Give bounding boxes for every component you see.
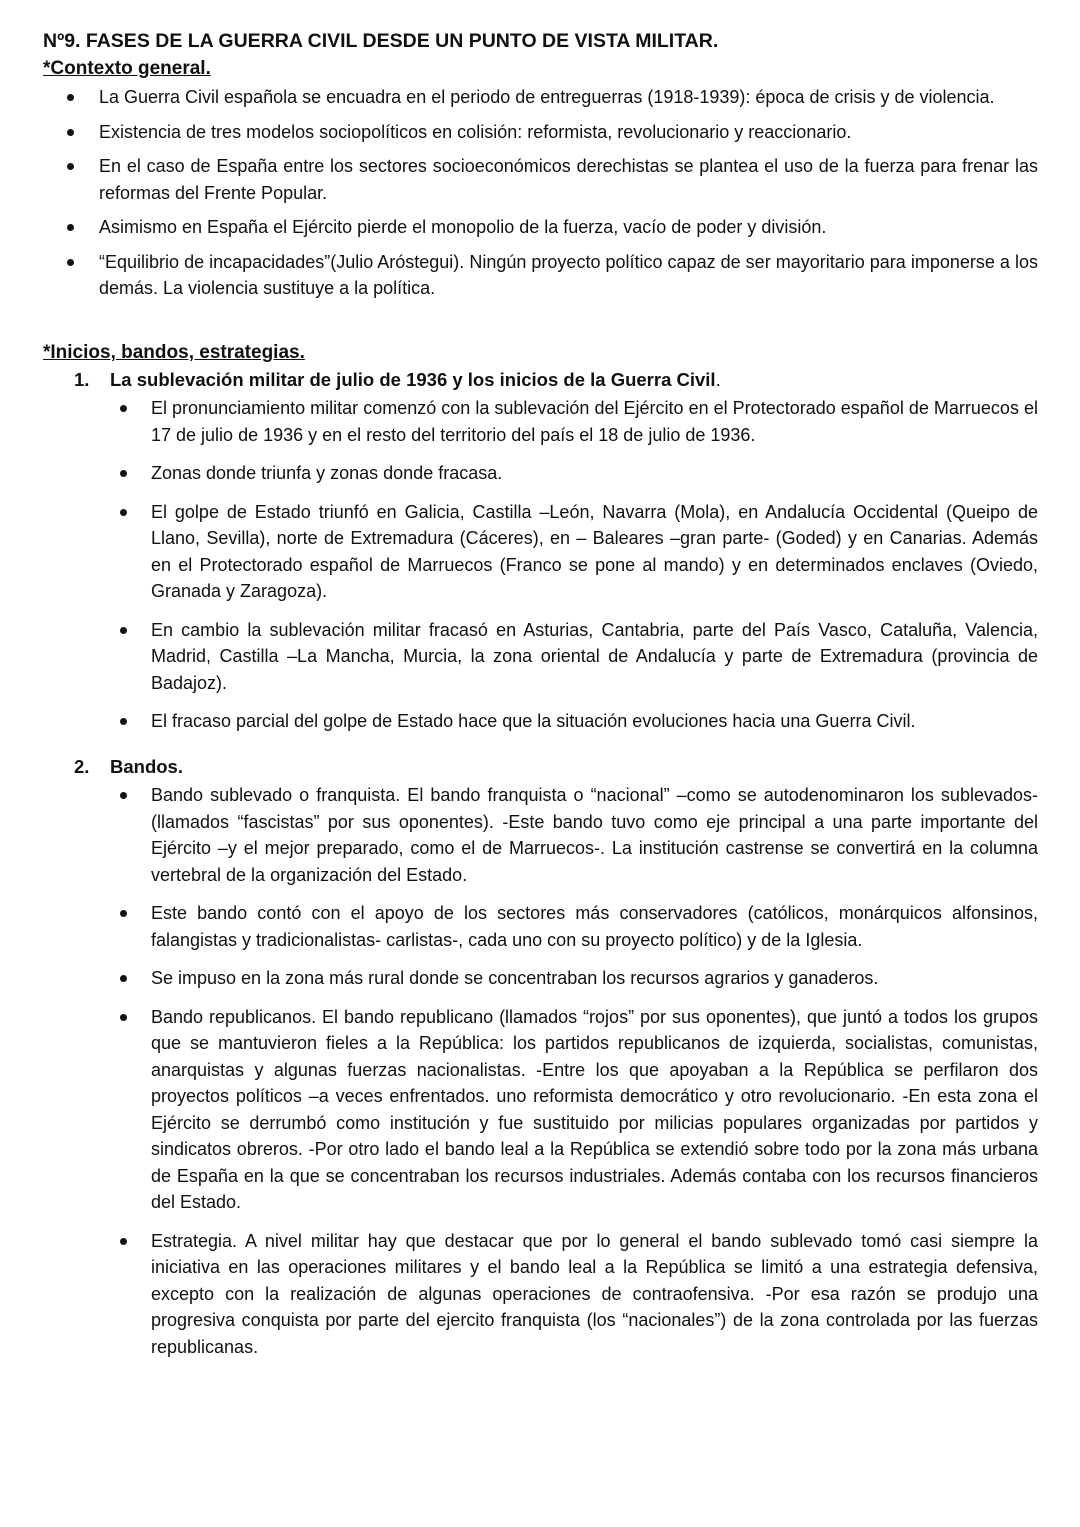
- list-item: [60, 153, 1038, 206]
- list-item: [112, 900, 1038, 953]
- bullet-icon: [120, 509, 127, 516]
- list-item-text: El pronunciamiento militar comenzó con la sublevación del Ejército en el Protectorado español de Marruecos el 17 de julio de 1936 y en el resto del territorio del país el 18 de julio de 1936.: [151, 398, 1038, 445]
- list-item-text: Asimismo en España el Ejército pierde el monopolio de la fuerza, vacío de poder y división.: [99, 217, 827, 237]
- bullet-icon: [120, 405, 127, 412]
- list-item: [112, 395, 1038, 448]
- bullet-icon: [120, 910, 127, 917]
- bullet-icon: [120, 718, 127, 725]
- inicios-heading: *Inicios, bandos, estrategias.: [43, 342, 305, 363]
- context-heading: *Contexto general.: [43, 58, 211, 79]
- list-item-text: Zonas donde triunfa y zonas donde fracasa.: [151, 463, 503, 483]
- list-item-text: Estrategia. A nivel militar hay que destacar que por lo general el bando sublevado tomó casi siempre la iniciativa en las operaciones militares y el bando leal a la República se limitó a una estrategia defensiva, excepto con la realización de algunas operaciones de contraofensiva. -Por esa razón se produjo una progresiva conquista por parte del ejercito franquista (los “nacionales”) de la zona controlada por las fuerzas republicanas.: [151, 1230, 1038, 1357]
- list-item: [112, 965, 1038, 992]
- bullet-icon: [120, 792, 127, 799]
- bullet-icon: [67, 259, 74, 266]
- bullet-icon: [120, 627, 127, 634]
- bullet-icon: [67, 94, 74, 101]
- bullet-icon: [67, 224, 74, 231]
- list-item-text: La Guerra Civil española se encuadra en el periodo de entreguerras (1918-1939): época de crisis y de violencia.: [99, 87, 995, 107]
- bullet-icon: [67, 163, 74, 170]
- list-item: [112, 782, 1038, 888]
- section-1-heading: [74, 369, 721, 391]
- list-item-text: Bando republicanos. El bando republicano (llamados “rojos” por sus oponentes), que juntó a todos los grupos que se mantuvieron fieles a la República: los partidos republicanos de izquierda, socialistas, comunistas, anarquistas y algunas fuerzas nacionalistas. -Entre los que apoyaban a la República se perfilaron dos proyectos políticos –a veces enfrentados. uno reformista democrático y otro revolucionario. -En esta zona el Ejército se derrumbó como institución y fue sustituido por milicias populares organizadas por partidos y sindicatos obreros. -Por otro lado el bando leal a la República se extendió sobre todo por la zona más urbana de España en la que se concentraban los recursos industriales. Además contaba con los recursos financieros del Estado.: [151, 1006, 1038, 1212]
- context-list: [60, 84, 1038, 302]
- bullet-icon: [120, 975, 127, 982]
- list-item: [112, 1228, 1038, 1361]
- bullet-icon: [120, 1238, 127, 1245]
- document-title: Nº9. FASES DE LA GUERRA CIVIL DESDE UN PUNTO DE VISTA MILITAR.: [43, 30, 719, 52]
- bullet-icon: [120, 470, 127, 477]
- bullet-icon: [120, 1014, 127, 1021]
- section-title: Bandos.: [110, 756, 183, 777]
- list-item-text: El fracaso parcial del golpe de Estado hace que la situación evoluciones hacia una Guerra Civil.: [151, 711, 916, 731]
- list-item: [112, 617, 1038, 697]
- section-2-heading: [74, 756, 183, 778]
- list-item: [60, 119, 1038, 146]
- section-1-list: [112, 395, 1038, 735]
- list-item: [60, 84, 1038, 111]
- list-item-text: En el caso de España entre los sectores socioeconómicos derechistas se plantea el uso de la fuerza para frenar las reformas del Frente Popular.: [99, 156, 1038, 203]
- list-item: [112, 708, 1038, 735]
- list-item-text: Existencia de tres modelos sociopolíticos en colisión: reformista, revolucionario y reaccionario.: [99, 121, 852, 142]
- list-item: [112, 460, 1038, 487]
- list-item-text: Este bando contó con el apoyo de los sectores más conservadores (católicos, monárquicos alfonsinos, falangistas y tradicionalistas- carlistas-, cada uno con su proyecto político) y de la Iglesia.: [151, 903, 1038, 950]
- list-item: [112, 499, 1038, 605]
- section-title-end: .: [715, 369, 721, 390]
- list-item: [60, 214, 1038, 241]
- section-number: 2.: [74, 756, 90, 777]
- list-item-text: Bando sublevado o franquista. El bando franquista o “nacional” –como se autodenominaron los sublevados- (llamados “fascistas” por sus oponentes). -Este bando tuvo como eje principal a una parte importante del Ejército –y el mejor preparado, como el de Marruecos-. La institución castrense se convertirá en la columna vertebral de la organización del Estado.: [151, 785, 1038, 885]
- list-item-text: Se impuso en la zona más rural donde se concentraban los recursos agrarios y ganaderos.: [151, 968, 879, 988]
- bullet-icon: [67, 129, 74, 136]
- list-item: [60, 249, 1038, 302]
- section-2-list: [112, 782, 1038, 1360]
- list-item-text: En cambio la sublevación militar fracasó en Asturias, Cantabria, parte del País Vasco, Cataluña, Valencia, Madrid, Castilla –La Mancha, Murcia, la zona oriental de Andalucía y parte de Extremadura (provincia de Badajoz).: [151, 619, 1038, 693]
- section-number: 1.: [74, 369, 90, 390]
- section-title: La sublevación militar de julio de 1936 y los inicios de la Guerra Civil: [110, 369, 716, 390]
- list-item-text: El golpe de Estado triunfó en Galicia, Castilla –León, Navarra (Mola), en Andalucía Occidental (Queipo de Llano, Sevilla), norte de Extremadura (Cáceres), en – Baleares –gran parte- (Goded) y en Canarias. Además en el Protectorado español de Marruecos (Franco se pone al mando) y en determinados enclaves (Oviedo, Granada y Zaragoza).: [151, 501, 1038, 601]
- list-item-text: “Equilibrio de incapacidades”(Julio Aróstegui). Ningún proyecto político capaz de ser mayoritario para imponerse a los demás. La violencia sustituye a la política.: [99, 251, 1038, 298]
- list-item: [112, 1004, 1038, 1216]
